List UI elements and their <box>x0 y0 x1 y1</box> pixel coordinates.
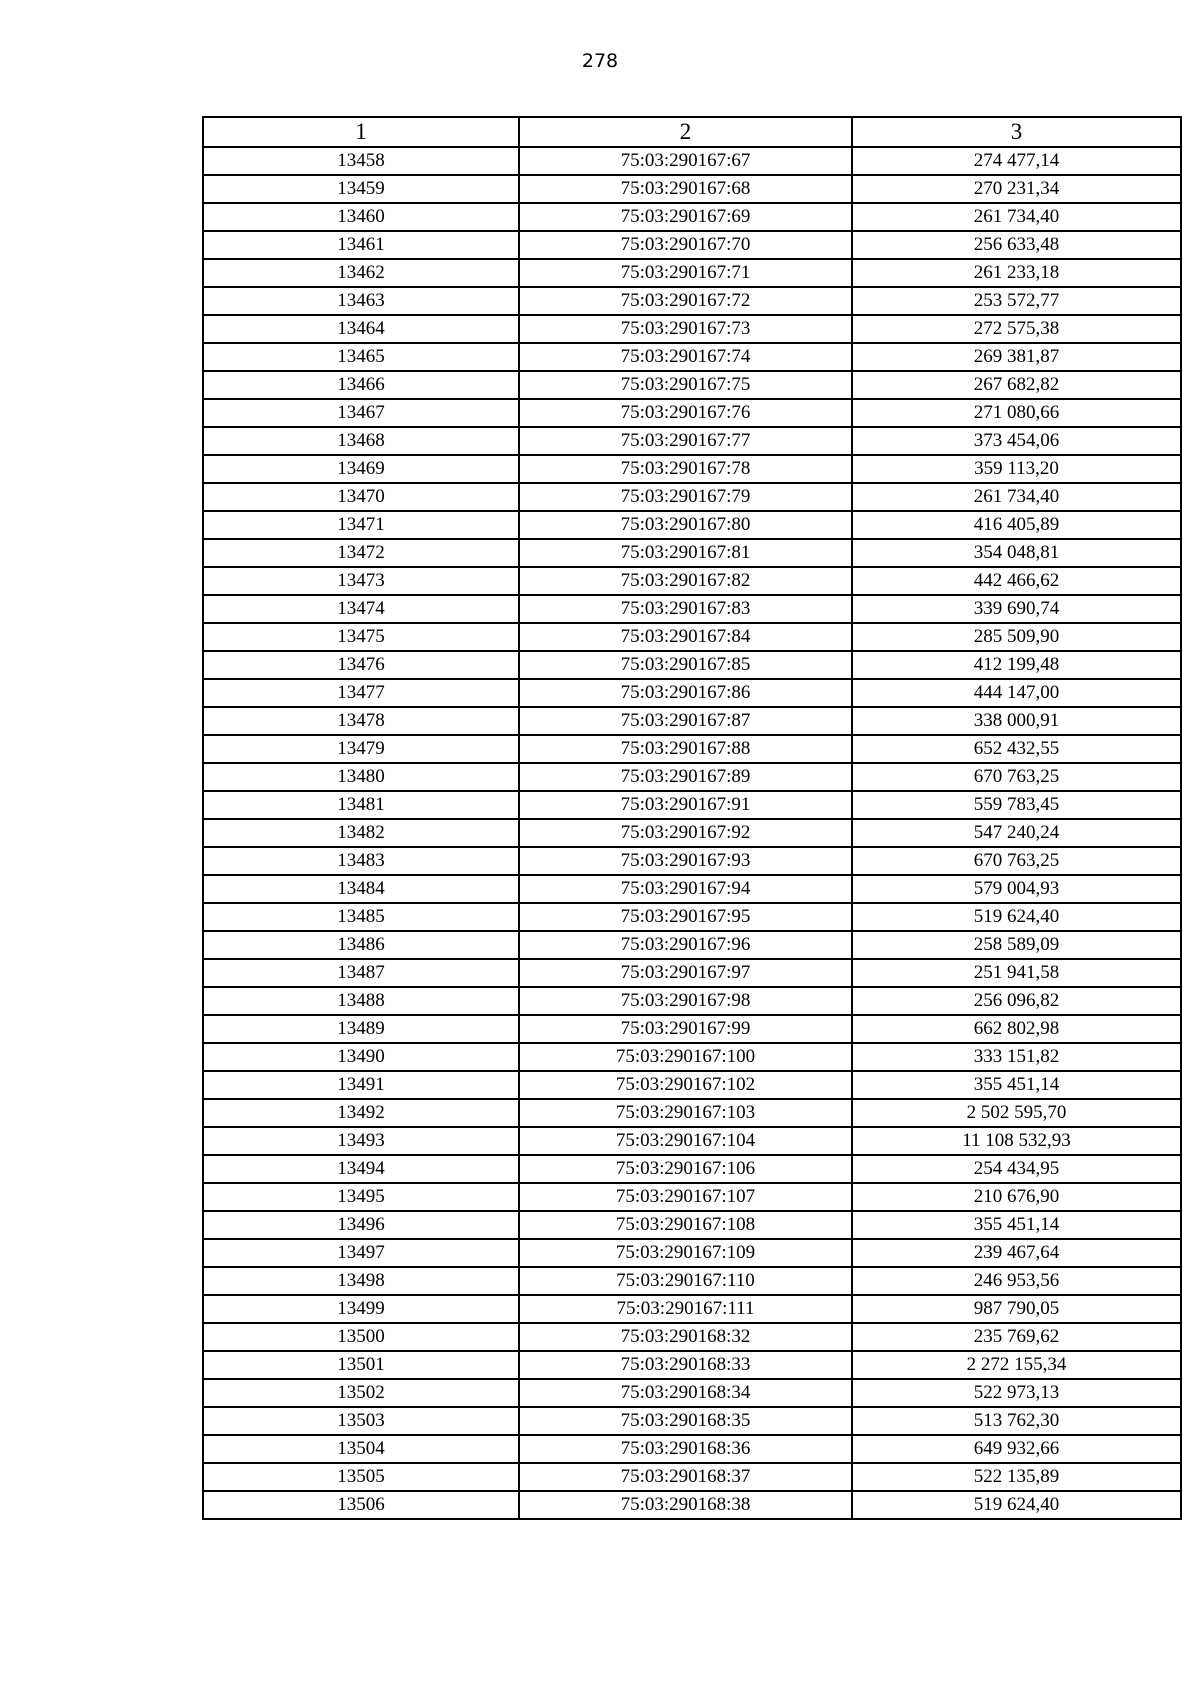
cadastral-number-cell: 75:03:290168:34 <box>519 1379 852 1407</box>
table-row <box>203 1463 1181 1491</box>
table-row <box>203 679 1181 707</box>
value-cell: 258 589,09 <box>852 931 1181 959</box>
value-cell: 267 682,82 <box>852 371 1181 399</box>
table-row <box>203 1435 1181 1463</box>
page-number: 278 <box>581 50 619 72</box>
value-cell: 649 932,66 <box>852 1435 1181 1463</box>
cadastral-number-cell: 75:03:290167:110 <box>519 1267 852 1295</box>
table-row <box>203 427 1181 455</box>
value-cell: 2 502 595,70 <box>852 1099 1181 1127</box>
value-cell: 261 734,40 <box>852 203 1181 231</box>
table-row <box>203 315 1181 343</box>
row-number-cell: 13505 <box>203 1463 519 1491</box>
cadastral-number-cell: 75:03:290167:111 <box>519 1295 852 1323</box>
cadastral-number-cell: 75:03:290167:77 <box>519 427 852 455</box>
table-row <box>203 903 1181 931</box>
value-cell: 355 451,14 <box>852 1211 1181 1239</box>
value-cell: 2 272 155,34 <box>852 1351 1181 1379</box>
value-cell: 210 676,90 <box>852 1183 1181 1211</box>
cadastral-number-cell: 75:03:290168:36 <box>519 1435 852 1463</box>
value-cell: 652 432,55 <box>852 735 1181 763</box>
value-cell: 256 633,48 <box>852 231 1181 259</box>
row-number-cell: 13458 <box>203 147 519 175</box>
value-cell: 246 953,56 <box>852 1267 1181 1295</box>
table-row <box>203 651 1181 679</box>
table-row <box>203 1127 1181 1155</box>
cadastral-number-cell: 75:03:290167:106 <box>519 1155 852 1183</box>
row-number-cell: 13468 <box>203 427 519 455</box>
table-row <box>203 455 1181 483</box>
cadastral-number-cell: 75:03:290168:35 <box>519 1407 852 1435</box>
table-row <box>203 931 1181 959</box>
table-row <box>203 763 1181 791</box>
value-cell: 272 575,38 <box>852 315 1181 343</box>
cadastral-number-cell: 75:03:290168:33 <box>519 1351 852 1379</box>
row-number-cell: 13466 <box>203 371 519 399</box>
table-header-row <box>203 117 1181 147</box>
cadastral-number-cell: 75:03:290167:107 <box>519 1183 852 1211</box>
cadastral-number-cell: 75:03:290168:38 <box>519 1491 852 1519</box>
row-number-cell: 13467 <box>203 399 519 427</box>
row-number-cell: 13493 <box>203 1127 519 1155</box>
row-number-cell: 13499 <box>203 1295 519 1323</box>
value-cell: 333 151,82 <box>852 1043 1181 1071</box>
value-cell: 559 783,45 <box>852 791 1181 819</box>
value-cell: 670 763,25 <box>852 847 1181 875</box>
table-row <box>203 735 1181 763</box>
value-cell: 261 734,40 <box>852 483 1181 511</box>
value-cell: 662 802,98 <box>852 1015 1181 1043</box>
value-cell: 354 048,81 <box>852 539 1181 567</box>
cadastral-number-cell: 75:03:290167:103 <box>519 1099 852 1127</box>
cadastral-number-cell: 75:03:290167:71 <box>519 259 852 287</box>
value-cell: 256 096,82 <box>852 987 1181 1015</box>
row-number-cell: 13501 <box>203 1351 519 1379</box>
table-row <box>203 1379 1181 1407</box>
row-number-cell: 13470 <box>203 483 519 511</box>
row-number-cell: 13463 <box>203 287 519 315</box>
row-number-cell: 13482 <box>203 819 519 847</box>
value-cell: 373 454,06 <box>852 427 1181 455</box>
row-number-cell: 13475 <box>203 623 519 651</box>
table-row <box>203 847 1181 875</box>
row-number-cell: 13469 <box>203 455 519 483</box>
row-number-cell: 13477 <box>203 679 519 707</box>
cadastral-number-cell: 75:03:290168:32 <box>519 1323 852 1351</box>
row-number-cell: 13506 <box>203 1491 519 1519</box>
row-number-cell: 13478 <box>203 707 519 735</box>
cadastral-number-cell: 75:03:290167:96 <box>519 931 852 959</box>
value-cell: 547 240,24 <box>852 819 1181 847</box>
table-row <box>203 1351 1181 1379</box>
table-row <box>203 371 1181 399</box>
table-row <box>203 1015 1181 1043</box>
row-number-cell: 13462 <box>203 259 519 287</box>
cadastral-number-cell: 75:03:290167:67 <box>519 147 852 175</box>
cadastral-number-cell: 75:03:290167:86 <box>519 679 852 707</box>
table-row <box>203 231 1181 259</box>
row-number-cell: 13488 <box>203 987 519 1015</box>
cadastral-number-cell: 75:03:290167:98 <box>519 987 852 1015</box>
cadastral-number-cell: 75:03:290167:83 <box>519 595 852 623</box>
value-cell: 261 233,18 <box>852 259 1181 287</box>
table-row <box>203 1183 1181 1211</box>
cadastral-number-cell: 75:03:290167:94 <box>519 875 852 903</box>
value-cell: 442 466,62 <box>852 567 1181 595</box>
table-row <box>203 259 1181 287</box>
cadastral-number-cell: 75:03:290167:108 <box>519 1211 852 1239</box>
value-cell: 444 147,00 <box>852 679 1181 707</box>
row-number-cell: 13500 <box>203 1323 519 1351</box>
value-cell: 285 509,90 <box>852 623 1181 651</box>
value-cell: 339 690,74 <box>852 595 1181 623</box>
cadastral-number-cell: 75:03:290167:100 <box>519 1043 852 1071</box>
row-number-cell: 13495 <box>203 1183 519 1211</box>
row-number-cell: 13459 <box>203 175 519 203</box>
value-cell: 254 434,95 <box>852 1155 1181 1183</box>
cadastral-number-cell: 75:03:290167:87 <box>519 707 852 735</box>
row-number-cell: 13481 <box>203 791 519 819</box>
cadastral-number-cell: 75:03:290167:88 <box>519 735 852 763</box>
value-cell: 670 763,25 <box>852 763 1181 791</box>
value-cell: 11 108 532,93 <box>852 1127 1181 1155</box>
row-number-cell: 13502 <box>203 1379 519 1407</box>
row-number-cell: 13498 <box>203 1267 519 1295</box>
table-row <box>203 1239 1181 1267</box>
cadastral-number-cell: 75:03:290168:37 <box>519 1463 852 1491</box>
value-cell: 355 451,14 <box>852 1071 1181 1099</box>
value-cell: 271 080,66 <box>852 399 1181 427</box>
row-number-cell: 13503 <box>203 1407 519 1435</box>
row-number-cell: 13464 <box>203 315 519 343</box>
table-row <box>203 399 1181 427</box>
cadastral-number-cell: 75:03:290167:84 <box>519 623 852 651</box>
cadastral-number-cell: 75:03:290167:73 <box>519 315 852 343</box>
table-row <box>203 511 1181 539</box>
cadastral-number-cell: 75:03:290167:109 <box>519 1239 852 1267</box>
value-cell: 270 231,34 <box>852 175 1181 203</box>
column-header: 3 <box>852 117 1181 147</box>
table-row <box>203 819 1181 847</box>
value-cell: 416 405,89 <box>852 511 1181 539</box>
cadastral-number-cell: 75:03:290167:74 <box>519 343 852 371</box>
row-number-cell: 13485 <box>203 903 519 931</box>
value-cell: 359 113,20 <box>852 455 1181 483</box>
cadastral-number-cell: 75:03:290167:102 <box>519 1071 852 1099</box>
cadastral-number-cell: 75:03:290167:99 <box>519 1015 852 1043</box>
row-number-cell: 13460 <box>203 203 519 231</box>
table-row <box>203 623 1181 651</box>
column-header: 2 <box>519 117 852 147</box>
table-row <box>203 539 1181 567</box>
table-row <box>203 791 1181 819</box>
cadastral-number-cell: 75:03:290167:78 <box>519 455 852 483</box>
table-row <box>203 1099 1181 1127</box>
row-number-cell: 13480 <box>203 763 519 791</box>
table-row <box>203 567 1181 595</box>
row-number-cell: 13471 <box>203 511 519 539</box>
value-cell: 522 135,89 <box>852 1463 1181 1491</box>
table-row <box>203 1491 1181 1519</box>
row-number-cell: 13504 <box>203 1435 519 1463</box>
row-number-cell: 13472 <box>203 539 519 567</box>
table-row <box>203 595 1181 623</box>
table-row <box>203 707 1181 735</box>
cadastral-number-cell: 75:03:290167:93 <box>519 847 852 875</box>
value-cell: 239 467,64 <box>852 1239 1181 1267</box>
value-cell: 274 477,14 <box>852 147 1181 175</box>
row-number-cell: 13461 <box>203 231 519 259</box>
column-header: 1 <box>203 117 519 147</box>
cadastral-number-cell: 75:03:290167:92 <box>519 819 852 847</box>
table-row <box>203 203 1181 231</box>
table-row <box>203 987 1181 1015</box>
table-row <box>203 1295 1181 1323</box>
value-cell: 251 941,58 <box>852 959 1181 987</box>
table-row <box>203 175 1181 203</box>
row-number-cell: 13483 <box>203 847 519 875</box>
cadastral-number-cell: 75:03:290167:72 <box>519 287 852 315</box>
row-number-cell: 13473 <box>203 567 519 595</box>
value-cell: 987 790,05 <box>852 1295 1181 1323</box>
row-number-cell: 13492 <box>203 1099 519 1127</box>
row-number-cell: 13487 <box>203 959 519 987</box>
table-body <box>203 147 1181 1519</box>
cadastral-number-cell: 75:03:290167:91 <box>519 791 852 819</box>
row-number-cell: 13494 <box>203 1155 519 1183</box>
table-row <box>203 147 1181 175</box>
table-row <box>203 1211 1181 1239</box>
table-row <box>203 343 1181 371</box>
value-cell: 519 624,40 <box>852 903 1181 931</box>
cadastral-number-cell: 75:03:290167:69 <box>519 203 852 231</box>
row-number-cell: 13465 <box>203 343 519 371</box>
value-cell: 338 000,91 <box>852 707 1181 735</box>
table-row <box>203 959 1181 987</box>
value-cell: 412 199,48 <box>852 651 1181 679</box>
cadastral-number-cell: 75:03:290167:104 <box>519 1127 852 1155</box>
cadastral-number-cell: 75:03:290167:68 <box>519 175 852 203</box>
value-cell: 522 973,13 <box>852 1379 1181 1407</box>
row-number-cell: 13489 <box>203 1015 519 1043</box>
value-cell: 579 004,93 <box>852 875 1181 903</box>
table-row <box>203 875 1181 903</box>
table-row <box>203 1071 1181 1099</box>
row-number-cell: 13474 <box>203 595 519 623</box>
table-row <box>203 1267 1181 1295</box>
row-number-cell: 13496 <box>203 1211 519 1239</box>
cadastral-number-cell: 75:03:290167:85 <box>519 651 852 679</box>
row-number-cell: 13491 <box>203 1071 519 1099</box>
value-cell: 253 572,77 <box>852 287 1181 315</box>
table-row <box>203 1323 1181 1351</box>
row-number-cell: 13486 <box>203 931 519 959</box>
cadastral-number-cell: 75:03:290167:70 <box>519 231 852 259</box>
value-cell: 269 381,87 <box>852 343 1181 371</box>
cadastral-number-cell: 75:03:290167:97 <box>519 959 852 987</box>
cadastral-number-cell: 75:03:290167:89 <box>519 763 852 791</box>
cadastral-number-cell: 75:03:290167:82 <box>519 567 852 595</box>
row-number-cell: 13479 <box>203 735 519 763</box>
value-cell: 235 769,62 <box>852 1323 1181 1351</box>
cadastral-number-cell: 75:03:290167:75 <box>519 371 852 399</box>
row-number-cell: 13484 <box>203 875 519 903</box>
value-cell: 513 762,30 <box>852 1407 1181 1435</box>
table-row <box>203 1155 1181 1183</box>
cadastral-number-cell: 75:03:290167:79 <box>519 483 852 511</box>
table-row <box>203 483 1181 511</box>
cadastral-number-cell: 75:03:290167:76 <box>519 399 852 427</box>
table-row <box>203 287 1181 315</box>
data-table <box>202 116 1182 1520</box>
row-number-cell: 13476 <box>203 651 519 679</box>
row-number-cell: 13497 <box>203 1239 519 1267</box>
row-number-cell: 13490 <box>203 1043 519 1071</box>
table-row <box>203 1043 1181 1071</box>
value-cell: 519 624,40 <box>852 1491 1181 1519</box>
table-row <box>203 1407 1181 1435</box>
cadastral-number-cell: 75:03:290167:80 <box>519 511 852 539</box>
cadastral-number-cell: 75:03:290167:81 <box>519 539 852 567</box>
cadastral-number-cell: 75:03:290167:95 <box>519 903 852 931</box>
